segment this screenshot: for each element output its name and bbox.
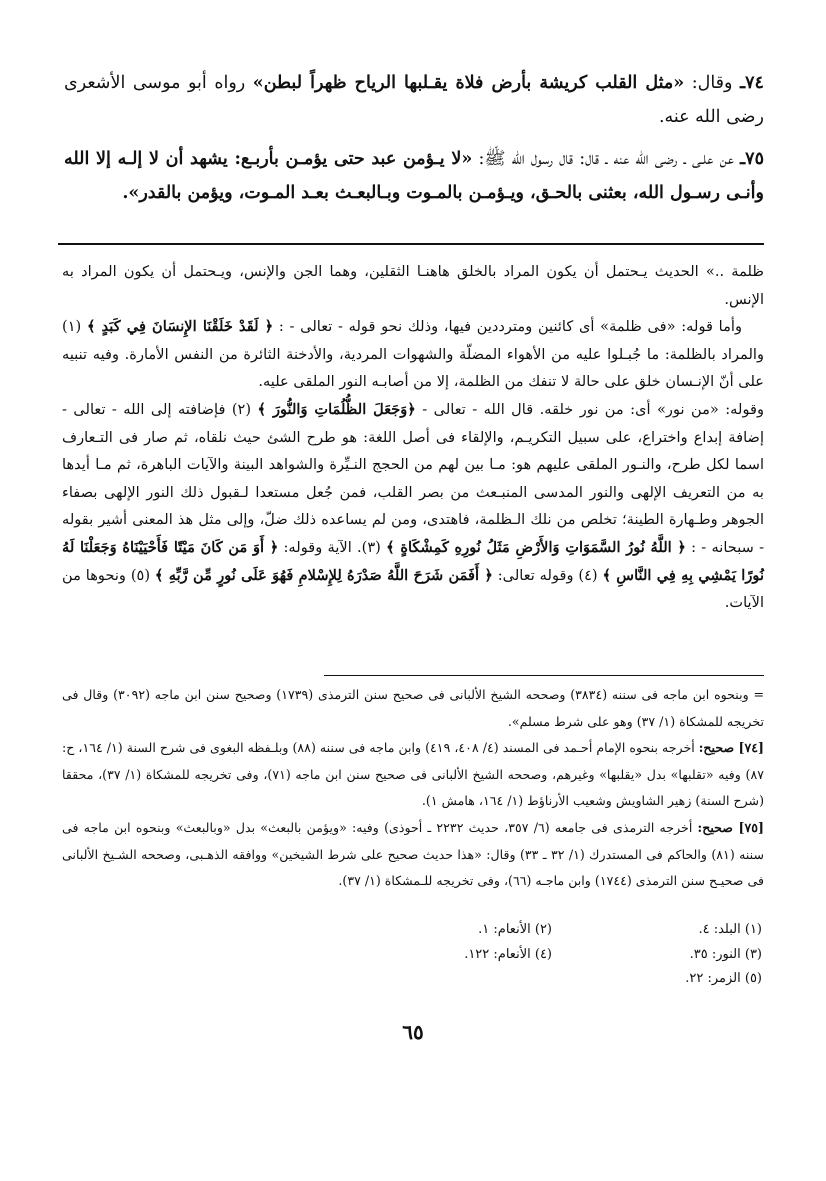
footnotes xyxy=(62,682,764,895)
section-divider xyxy=(58,243,764,245)
hadith-number: ٧٥ـ xyxy=(740,149,764,169)
reference: (٥) الزمر: ٢٢. xyxy=(685,971,762,986)
hadith-75 xyxy=(64,142,764,210)
reference: (٤) الأنعام: ١٢٢. xyxy=(464,946,552,962)
commentary-paragraph xyxy=(62,313,764,396)
commentary-text: (٥) ونحوها من الآيات. xyxy=(62,566,764,612)
reference: (١) البلد: ٤. xyxy=(698,922,762,937)
footnote-75 xyxy=(62,815,764,895)
hadith-intro: وقال: xyxy=(691,73,733,93)
hadith-matn: «مثل القلب كريشة بأرض فلاة يقـلبها الرياح ظهراً لبطن» xyxy=(252,73,685,93)
footnote-74 xyxy=(62,735,764,815)
hadith-matn: «لا يـؤمن عبد حتى يؤمـن بأربـع: يشهد أن لا إلـه إلا الله وأنـى رسـول الله، بعثنى بالحـق، ويـؤمـن بالمـوت وبـالبعـث بعـد المـوت، ويؤمن بالقدر». xyxy=(64,149,764,203)
quran-verse: ﴿ اللَّهُ نُورُ السَّمَوَاتِ وَالأَرْضِ مَثَلُ نُورِهِ كَمِشْكَاةٍ ﴾ xyxy=(386,538,686,556)
reference: (٣) النور: ٣٥. xyxy=(689,946,762,962)
commentary-text: وقوله: «من نور» أى: من نور خلقه. قال الله - تعالى - xyxy=(422,400,765,418)
footnote-text: أخرجه بنحوه الإمام أحـمد فى المسند (٤/ ٤٠٨، ٤١٩) وابن ماجه فى سننه (٨٨) وبلـفظه البغوى فى شرح السنة (١/ ١٦٤، ح: ٨٧) وفيه «تقلبها» بدل «يقلبها» وغيرهم، وصححه الشيخ الألبانى فى صحيح سنن ابن ماجه (٧١)، وفى تخريجه للمشكاة (١/ ٣٧)، محققا (شرح السنة) زهير الشاويش وشعيب الأرناؤط (١/ ١٦٤، هامش ١). xyxy=(62,740,764,809)
commentary-text: (٤) وقوله تعالى: xyxy=(497,566,598,584)
footnote-tag: [٧٥] صحيح: xyxy=(697,819,765,835)
reference-row xyxy=(342,967,762,992)
hadith-74 xyxy=(64,66,764,134)
verse-references xyxy=(342,918,762,992)
quran-verse: ﴿وَجَعَلَ الظُّلُمَاتِ وَالنُّورَ ﴾ xyxy=(257,400,416,418)
footnote-continuation: = وبنحوه ابن ماجه فى سننه (٣٨٣٤) وصححه الشيخ الألبانى فى صحيح سنن الترمذى (١٧٣٩) وصحيح سنن ابن ماجه (٣٠٩٢) وقال فى تخريجه للمشكاة (١/ ٣٧) وهو على شرط مسلم». xyxy=(62,687,764,729)
commentary-text: وأما قوله: «فى ظلمة» أى كائنين ومترددين فيها، وذلك نحو قوله - تعالى - : xyxy=(278,318,743,336)
footnote-divider xyxy=(324,675,764,676)
reference: (٢) الأنعام: ١. xyxy=(478,922,552,937)
reference-row xyxy=(342,918,762,943)
hadith-narrator: رواه أبو موسى الأشعرى رضى الله عنه. xyxy=(64,73,764,127)
commentary-text: (٢) فإضافته إلى الله - تعالى - إضافة إبداع واختراع، على سبيل التكريـم، والإلقاء فى أصل اللغة: هو طرح الشئ حيث نلقاه، ثم صار فى التـعارف اسما لكل طرح، والنـور الملقى عليهم هو: مـا بين لهم من الحجج النـيِّرة والشواهد البينة والآيات الباهرة، ثم مـا أيدها به من التعريف الإلهى والنور المدسى المنبـعث من بصر القلب، فمن جُعل مستعدا لـقبول ذلك النور الإلهى بصفاء الجوهر وطـهارة الطينة؛ تخلص من نلك الـظلمة، فاهتدى، ومن لم يساعده ذلك ضلّ، وإلى مثل هذ المعنى أشير بقوله - سبحانه - : xyxy=(62,400,765,556)
hadith-intro: عن علـى ـ رضى الله عنه ـ قال: قال رسول الله ﷺ: xyxy=(478,149,734,169)
reference xyxy=(342,967,552,992)
footnote-tag: [٧٤] صحيح: xyxy=(698,740,765,756)
quran-verse: ﴿ أَفَمَن شَرَحَ اللَّهُ صَدْرَهُ لِلإِسْلامِ فَهُوَ عَلَى نُورٍ مِّن رَّبِّهِ ﴾ xyxy=(154,566,493,584)
hadith-number: ٧٤ـ xyxy=(740,73,764,93)
commentary-text: (١) والمراد بالظلمة: ما جُبـلوا عليه من الأهواء المضلّة والشهوات المردية، والأدخنة الثائرة من النفس الأمارة. وفيه تنبيه على أنّ الإنـسان خلق على حالة لا تنفك من الظلمة، إلا من أصابـه النور الملقى عليه. xyxy=(62,318,764,391)
quran-verse: ﴿ لَقَدْ خَلَقْنَا الإِنسَانَ فِي كَبَدٍ ﴾ xyxy=(86,318,274,336)
reference-row xyxy=(342,943,762,968)
commentary-paragraph: ظلمة ..» الحديث يـحتمل أن يكون المراد بالخلق هاهنـا الثقلين، وهما الجن والإنس، ويـحتمل أن يكون المراد به الإنس. xyxy=(62,263,764,308)
commentary-paragraph xyxy=(62,396,764,617)
page-number: ٦٥ xyxy=(402,1020,424,1044)
footnote-text: أخرجه الترمذى فى جامعه (٦/ ٣٥٧، حديث ٢٢٣٢ ـ أحوذى) وفيه: «ويؤمن بالبعث» بدل «وبالبعث» وبنحوه ابن ماجه فى سننه (٨١) والحاكم فى المستدرك (١/ ٣٢ ـ ٣٣) وقال: «هذا حديث صحيح على شرط الشيخين» ووافقه الذهـبى، وصححه الشـيخ الألبانى فى صحيـح سنن الترمذى (١٧٤٤) وابن ماجـه (٦٦)، وفى تخريجه للـمشكاة (١/ ٣٧). xyxy=(62,819,765,889)
quran-verse: ﴿ أَوَ مَن كَانَ مَيْتًا فَأَحْيَيْنَاهُ وَجَعَلْنَا لَهُ نُورًا يَمْشِي بِهِ فِي النَّاسِ ﴾ xyxy=(62,538,765,584)
commentary xyxy=(62,258,764,617)
commentary-text: (٣). الآية وقوله: xyxy=(283,538,381,556)
